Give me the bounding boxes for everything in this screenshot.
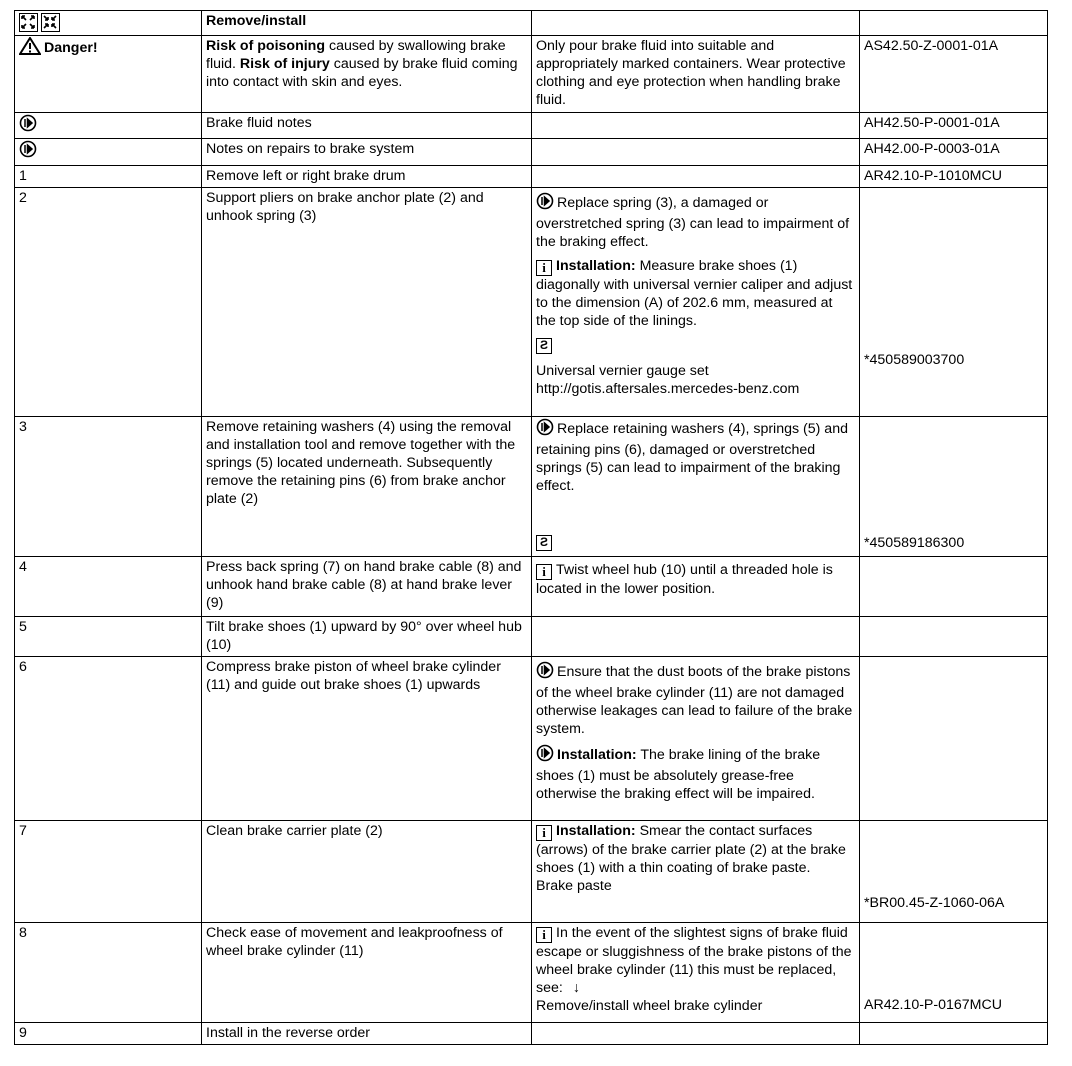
step-row xyxy=(15,188,1048,417)
step-row xyxy=(15,923,1048,1023)
note-ref[interactable]: AH42.50-P-0001-01A xyxy=(860,113,1048,139)
step-notes: i Twist wheel hub (10) until a threaded hole is located in the lower position. xyxy=(532,557,860,617)
step-notes: Ensure that the dust boots of the brake pistons of the wheel brake cylinder (11) are not damaged otherwise leakages can lead to failure of the brake system. Installation: The brake lining of the brake shoes (1) must be absolutely grease-free otherwise the braking effect will be impaired. xyxy=(532,657,860,821)
collapse-all-icon[interactable] xyxy=(41,13,60,32)
danger-label: Danger! xyxy=(44,40,98,56)
note-circle-icon xyxy=(536,192,554,215)
step-notes: Replace retaining washers (4), springs (5) and retaining pins (6), damaged or overstretched springs (5) can lead to impairment of the braking effect. Ƨ xyxy=(532,417,860,557)
note-circle-icon xyxy=(19,114,37,137)
danger-ref[interactable]: AS42.50-Z-0001-01A xyxy=(860,36,1048,113)
note-ref[interactable]: AH42.00-P-0003-01A xyxy=(860,139,1048,166)
step-row xyxy=(15,617,1048,657)
step-row xyxy=(15,417,1048,557)
info-icon: i xyxy=(536,564,552,580)
danger-row xyxy=(15,36,1048,113)
special-tool-icon: Ƨ xyxy=(536,338,552,354)
note-circle-icon xyxy=(536,661,554,684)
step-text: Clean brake carrier plate (2) xyxy=(202,821,532,923)
special-tool-icon: Ƨ xyxy=(536,535,552,551)
header-row xyxy=(15,11,1048,36)
tool-url[interactable]: http://gotis.aftersales.mercedes-benz.com xyxy=(536,381,800,397)
step-row xyxy=(15,166,1048,188)
danger-measure: Only pour brake fluid into suitable and appropriately marked containers. Wear protective clothing and eye protection when handling brake fluid. xyxy=(532,36,860,113)
note-circle-icon xyxy=(536,418,554,441)
info-icon: i xyxy=(536,825,552,841)
info-icon: i xyxy=(536,927,552,943)
step-notes: Replace spring (3), a damaged or overstretched spring (3) can lead to impairment of the braking effect. i Installation: Measure brake shoes (1) diagonally with universal vernier caliper and adjust to the dimension (A) of 202.6 mm, measured at the top side of the linings. Ƨ Universal vernier gauge set http://gotis.aftersales.mercedes-benz.com xyxy=(532,188,860,417)
procedure-table xyxy=(14,10,1048,1045)
step-number: 4 xyxy=(15,557,202,617)
step-number: 1 xyxy=(15,166,202,188)
material-name: Brake paste xyxy=(536,878,612,894)
tool-name: Universal vernier gauge set xyxy=(536,363,709,379)
step-row xyxy=(15,557,1048,617)
step-row xyxy=(15,821,1048,923)
info-icon: i xyxy=(536,260,552,276)
step-text: Remove retaining washers (4) using the removal and installation tool and remove together with the springs (5) located underneath. Subsequently remove the retaining pins (6) from brake anchor plate (2) xyxy=(202,417,532,557)
warning-triangle-icon xyxy=(19,37,41,60)
header-title: Remove/install xyxy=(202,11,532,36)
note-circle-icon xyxy=(19,140,37,163)
step-row xyxy=(15,1023,1048,1045)
expand-controls xyxy=(15,11,202,36)
step-number: 5 xyxy=(15,617,202,657)
step-text: Support pliers on brake anchor plate (2) and unhook spring (3) xyxy=(202,188,532,417)
step-number: 2 xyxy=(15,188,202,417)
step-notes: i In the event of the slightest signs of brake fluid escape or sluggishness of the brake pistons of the wheel brake cylinder (11) this must be replaced, see: ↓ Remove/install wheel brake cylinder xyxy=(532,923,860,1023)
step-text: Tilt brake shoes (1) upward by 90° over wheel hub (10) xyxy=(202,617,532,657)
note-row: Notes on repairs to brake system AH42.00-P-0003-01A xyxy=(15,139,1048,166)
step-row xyxy=(15,657,1048,821)
expand-all-icon[interactable] xyxy=(19,13,38,32)
step-number: 9 xyxy=(15,1023,202,1045)
tool-ref[interactable]: *450589186300 xyxy=(864,535,965,551)
step-number: 3 xyxy=(15,417,202,557)
step-ref[interactable]: AR42.10-P-1010MCU xyxy=(860,166,1048,188)
step-number: 8 xyxy=(15,923,202,1023)
step-ref[interactable]: AR42.10-P-0167MCU xyxy=(864,997,1002,1013)
step-text: Check ease of movement and leakproofness of wheel brake cylinder (11) xyxy=(202,923,532,1023)
step-number: 7 xyxy=(15,821,202,923)
arrow-down-icon: ↓ xyxy=(572,980,580,996)
step-text: Compress brake piston of wheel brake cylinder (11) and guide out brake shoes (1) upwards xyxy=(202,657,532,821)
step-number: 6 xyxy=(15,657,202,821)
step-text: Remove left or right brake drum xyxy=(202,166,532,188)
note-circle-icon xyxy=(536,744,554,767)
step-text: Press back spring (7) on hand brake cable (8) and unhook hand brake cable (8) at hand brake lever (9) xyxy=(202,557,532,617)
danger-risk: Risk of poisoning caused by swallowing brake fluid. Risk of injury caused by brake fluid coming into contact with skin and eyes. xyxy=(202,36,532,113)
cross-ref-link[interactable]: Remove/install wheel brake cylinder xyxy=(536,998,763,1014)
step-notes: i Installation: Smear the contact surfaces (arrows) of the brake carrier plate (2) at the brake shoes (1) with a thin coating of brake paste. Brake paste xyxy=(532,821,860,923)
material-ref[interactable]: *BR00.45-Z-1060-06A xyxy=(864,895,1005,911)
note-row: Brake fluid notes AH42.50-P-0001-01A xyxy=(15,113,1048,139)
step-text: Install in the reverse order xyxy=(202,1023,532,1045)
tool-ref[interactable]: *450589003700 xyxy=(864,352,965,368)
